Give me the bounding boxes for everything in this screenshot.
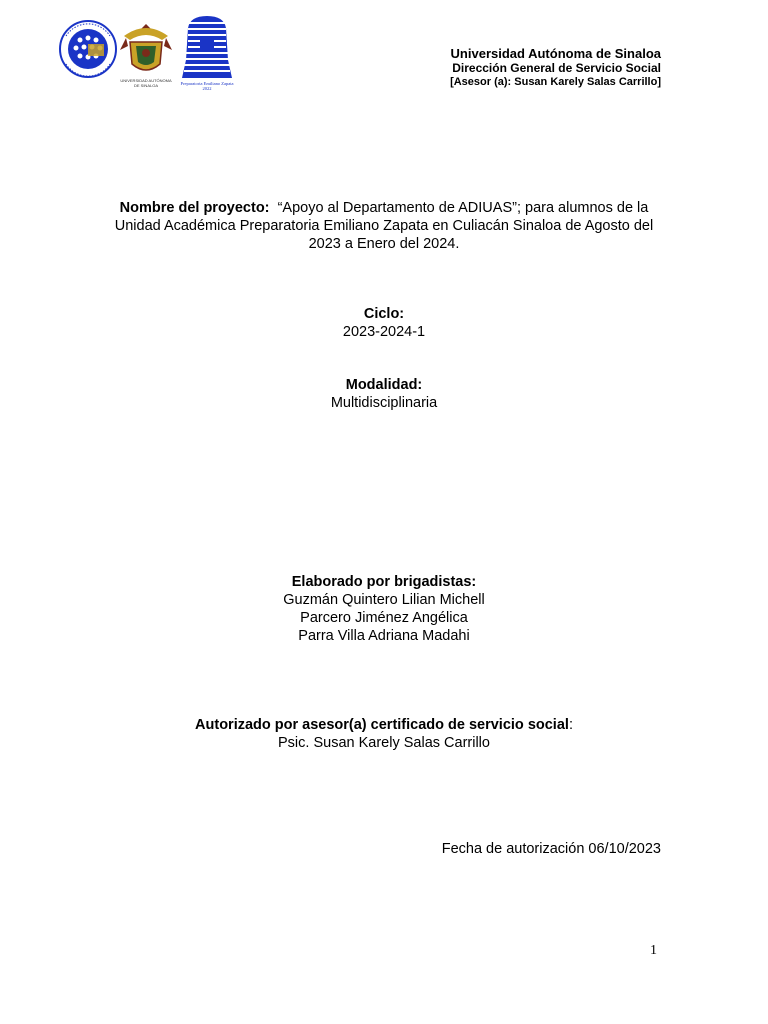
department-name: Dirección General de Servicio Social xyxy=(452,61,661,75)
project-title: “Apoyo al Departamento de ADIUAS”; para alumnos de la Unidad Académica Preparatoria Emiliano Zapata en Culiacán Sinaloa de Agosto del 2023 a Enero del 2024. xyxy=(114,200,654,252)
preparatoria-logo-caption: Preparatoria Emiliano Zapata 2022 xyxy=(180,81,234,91)
project-label: Nombre del proyecto: xyxy=(119,200,270,216)
autorizado-colon: : xyxy=(568,717,573,733)
ciclo-section xyxy=(100,305,668,341)
brigadista-name: Parra Villa Adriana Madahi xyxy=(298,628,470,644)
document-header xyxy=(450,46,661,89)
modalidad-value: Multidisciplinaria xyxy=(330,395,438,411)
advisor-name: Psic. Susan Karely Salas Carrillo xyxy=(278,735,490,751)
preparatoria-logo xyxy=(180,14,234,92)
project-section xyxy=(100,199,668,253)
brigadistas-label: Elaborado por brigadistas: xyxy=(291,574,477,590)
page-number: 1 xyxy=(650,943,657,958)
autorizado-label: Autorizado por asesor(a) certificado de servicio social xyxy=(195,717,569,733)
advisor-line: [Asesor (a): Susan Karely Salas Carrillo] xyxy=(450,76,661,88)
dgss-logo xyxy=(58,18,118,80)
brigadista-name: Guzmán Quintero Lilian Michell xyxy=(283,592,485,608)
ciclo-label: Ciclo: xyxy=(363,306,405,322)
modalidad-label: Modalidad: xyxy=(345,377,423,393)
autorizado-section xyxy=(100,716,668,752)
uas-logo-caption: UNIVERSIDAD AUTÓNOMA DE SINALOA xyxy=(120,78,172,88)
modalidad-section xyxy=(100,376,668,412)
brigadista-name: Parcero Jiménez Angélica xyxy=(300,610,468,626)
brigadistas-section xyxy=(100,573,668,645)
uas-logo xyxy=(118,20,174,90)
university-name: Universidad Autónoma de Sinaloa xyxy=(450,46,661,61)
authorization-date: Fecha de autorización 06/10/2023 xyxy=(441,841,661,857)
ciclo-value: 2023-2024-1 xyxy=(342,324,426,340)
